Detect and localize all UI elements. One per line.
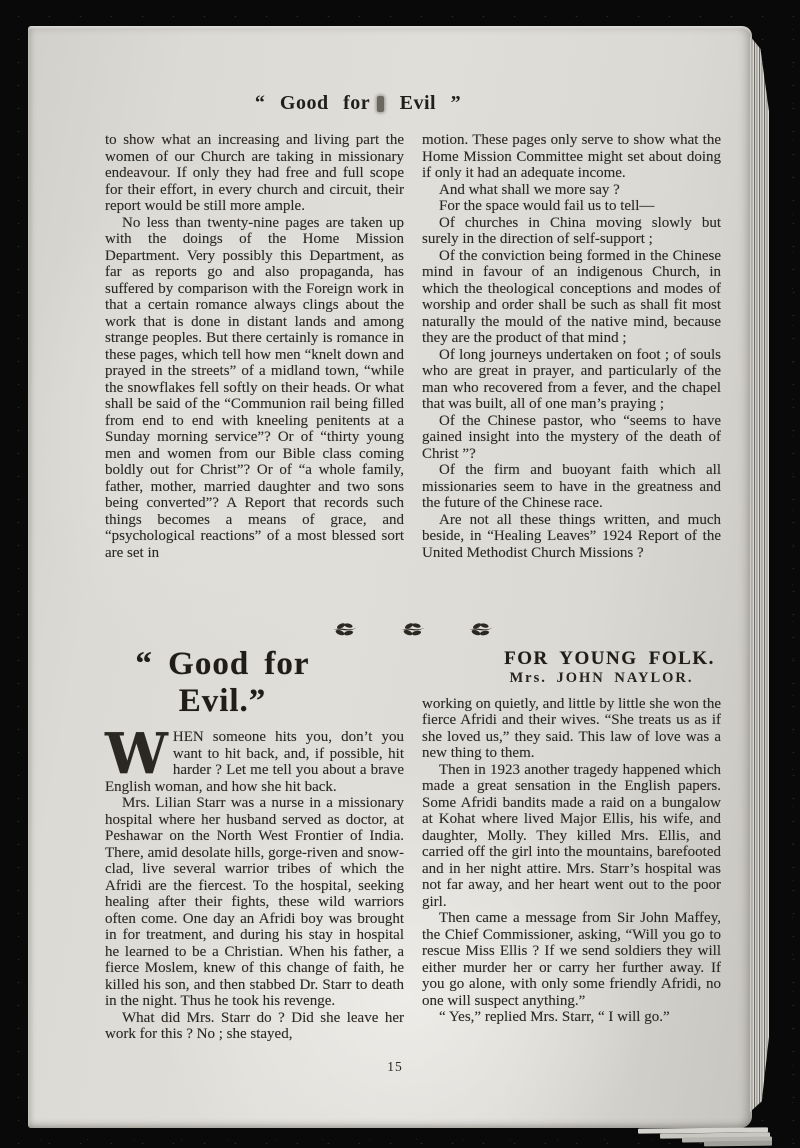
paragraph: Of churches in China moving slowly but surely in the direction of self-support ;: [422, 214, 721, 247]
ink-smudge-artifact: [377, 96, 384, 112]
paragraph: to show what an increasing and living part the women of our Church are taking in missionary endeavour. If only they had free and full scope for their effort, in every church and circuit, their report would be still more ample.: [105, 132, 404, 214]
paragraph: working on quietly, and little by little she won the fierce Afridi and their wives. “She treats us as if she loved us,” they said. This law of love was a new thing to them.: [422, 695, 721, 761]
paragraph: For the space would fail us to tell—: [439, 198, 655, 214]
fleuron-icon: [400, 622, 426, 637]
report-column-left: [105, 132, 404, 561]
paragraph: And what shall we more say ?: [439, 181, 620, 198]
paragraph: Of long journeys undertaken on foot ; of souls who are great in prayer, and particularly of the man who recovered from a fever, and the chapel that was built, all of one man’s praying ;: [422, 346, 721, 412]
article-title: “ Good for Evil.”: [135, 646, 310, 719]
paragraph: Of the conviction being formed in the Chinese mind in favour of an indigenous Church, in which the theological conceptions and modes of worship and order shall be such as shall fit most naturally the mould of the native mind, because they are the product of that mind ;: [422, 247, 721, 346]
paragraph: [105, 721, 404, 795]
page-edge-stack-bottom: [704, 1141, 772, 1147]
lower-articles-columns: [105, 646, 721, 1043]
good-for-evil-column: [105, 646, 404, 1043]
paragraph: “ Yes,” replied Mrs. Starr, “ I will go.”: [439, 1009, 670, 1025]
fleuron-icon: [468, 622, 494, 637]
page-edge-stack-right: [750, 36, 769, 1112]
running-head-left: “ Good for: [254, 92, 371, 114]
paragraph: What did Mrs. Starr do ? Did she leave her work for this ? No ; she stayed,: [105, 1009, 404, 1042]
paragraph: motion. These pages only serve to show what the Home Mission Committee might set about doing if only it had an adequate income.: [422, 132, 721, 181]
fleuron-divider: [105, 622, 721, 637]
book-page: [28, 26, 752, 1128]
running-head-right: Evil ”: [399, 92, 462, 114]
paragraph: Then in 1923 another tragedy happened which made a great sensation in the English papers. Some Afridi bandits made a raid on a bungalow at Kohat where lived Major Ellis, his wife, and daughter, Molly. They killed Mrs. Ellis, and carried off the girl into the mountains, barefooted and in her night attire. Mrs. Starr’s hospital was not far away, and her heart went out to the poor girl.: [422, 761, 721, 910]
paragraph: Of the Chinese pastor, who “seems to have gained insight into the mystery of the death of Christ ”?: [422, 412, 721, 462]
paragraph: Of the firm and buoyant faith which all missionaries seem to have in the greatness and the future of the Chinese race.: [422, 462, 721, 511]
fleuron-icon: [332, 622, 358, 637]
byline: Mrs. JOHN NAYLOR.: [509, 670, 694, 686]
page-number: 15: [387, 1059, 403, 1074]
paragraph: Then came a message from Sir John Maffey, the Chief Commissioner, asking, “Will you go to rescue Miss Ellis ? If we send soldiers they will either murder her or carry her further away. If you go alone, with only some friendly Afridi, no one will suspect anything.”: [422, 910, 721, 1009]
report-article-columns: [105, 132, 721, 561]
paragraph: No less than twenty-nine pages are taken up with the doings of the Home Mission Department. Very possibly this Department, as far as reports go and also propaganda, has suffered by comparison with the Foreign work in that a certain romance always clings about the work that is done in distant lands and among strange peoples. But there certainly is romance in these pages, which tell how men “knelt down and prayed in the streets” of a midland town, “while the snowflakes fell softly on their heads. Or what shall be said of the “Communion rail being filled from end to end with kneeling penitents at a Sunday morning service”? Or of “thirty young men and women from our Bible class coming boldly out for Christ”? Or of “a whole family, father, mother, married daughter and two sons being converted”? A Report that records such things becomes a means of grace, and “psychological reactions” of a most blessed sort are set in: [105, 214, 404, 561]
report-column-right: [422, 132, 721, 561]
paragraph: Mrs. Lilian Starr was a nurse in a missionary hospital where her husband served as doctor, at Peshawar on the North West Frontier of India. There, amid desolate hills, gorge-riven and snow-clad, live several warrior tribes of which the Afridi are the fiercest. To the hospital, seeking healing after their fights, these wild warriors often come. One day an Afridi boy was brought in for treatment, and during his stay in hospital he learned to be a Christian. When his father, a fierce Moslem, knew of this change of faith, he killed his son, and then stabbed Dr. Starr to death in the night. Thus he took his revenge.: [105, 795, 404, 1009]
section-heading: FOR YOUNG FOLK.: [504, 648, 715, 669]
opening-text: HEN someone hits you, don’t you want to hit back, and, if possible, hit harder ? Let me tell you about a brave English woman, and how she hit back.: [105, 729, 404, 795]
drop-cap: W: [105, 721, 168, 787]
for-young-folk-column: [422, 646, 721, 1043]
running-head: [105, 92, 611, 115]
paragraph: Are not all these things written, and much beside, in “Healing Leaves” 1924 Report of the United Methodist Church Missions ?: [422, 511, 721, 561]
